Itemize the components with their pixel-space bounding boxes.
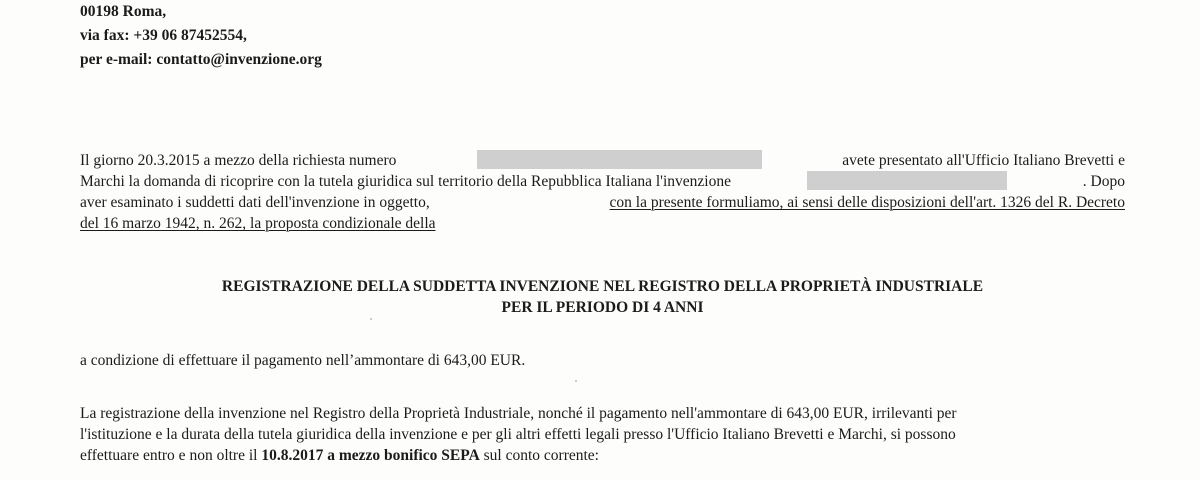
intro-text: . Dopo	[1082, 173, 1125, 190]
registration-line-3	[80, 445, 1125, 466]
intro-text: Marchi la domanda di ricoprire con la tutela giuridica sul territorio della Repubblica Italiana l'invenzione	[80, 173, 731, 190]
address-email: per e-mail: contatto@invenzione.org	[80, 51, 322, 68]
payment-condition: a condizione di effettuare il pagamento nell’ammontare di 643,00 EUR.	[80, 352, 526, 369]
redacted-request-number	[477, 150, 762, 169]
intro-line-1	[80, 150, 1125, 171]
intro-text-underlined: con la presente formuliamo, ai sensi delle disposizioni dell'art. 1326 del R. Decreto	[609, 194, 1125, 211]
registration-line-1: La registrazione della invenzione nel Registro della Proprietà Industriale, nonché il pagamento nell'ammontare di 643,00 EUR, irrilevanti per	[80, 405, 957, 422]
registration-text: sul conto corrente:	[483, 447, 599, 464]
deadline-bold: 10.8.2017 a mezzo bonifico SEPA	[261, 447, 480, 464]
address-fax: via fax: +39 06 87452554,	[80, 27, 247, 44]
scan-speck	[370, 318, 372, 320]
recipient-address	[80, 0, 322, 72]
redacted-invention-name	[807, 171, 1007, 190]
intro-text: aver esaminato i suddetti dati dell'invenzione in oggetto,	[80, 194, 430, 211]
registration-text: effettuare entro e non oltre il	[80, 447, 258, 464]
intro-text: avete presentato all'Ufficio Italiano Brevetti e	[842, 152, 1125, 169]
intro-paragraph	[80, 150, 1125, 234]
intro-text: Il giorno 20.3.2015 a mezzo della richiesta numero	[80, 152, 397, 169]
registration-heading	[80, 276, 1125, 318]
intro-line-2	[80, 171, 1125, 192]
heading-line-1: REGISTRAZIONE DELLA SUDDETTA INVENZIONE NEL REGISTRO DELLA PROPRIETÀ INDUSTRIALE	[221, 278, 984, 295]
address-city: 00198 Roma,	[80, 3, 167, 20]
intro-line-4	[80, 213, 1125, 234]
registration-line-2: l'istituzione e la durata della tutela giuridica della invenzione e per gli altri effetti legali presso l'Ufficio Italiano Brevetti e Marchi, si possono	[80, 426, 956, 443]
registration-paragraph	[80, 403, 1125, 466]
heading-line-2: PER IL PERIODO DI 4 ANNI	[501, 299, 704, 316]
scan-speck	[575, 380, 577, 382]
intro-line-3	[80, 192, 1125, 213]
intro-text-underlined: del 16 marzo 1942, n. 262, la proposta condizionale della	[80, 215, 436, 232]
